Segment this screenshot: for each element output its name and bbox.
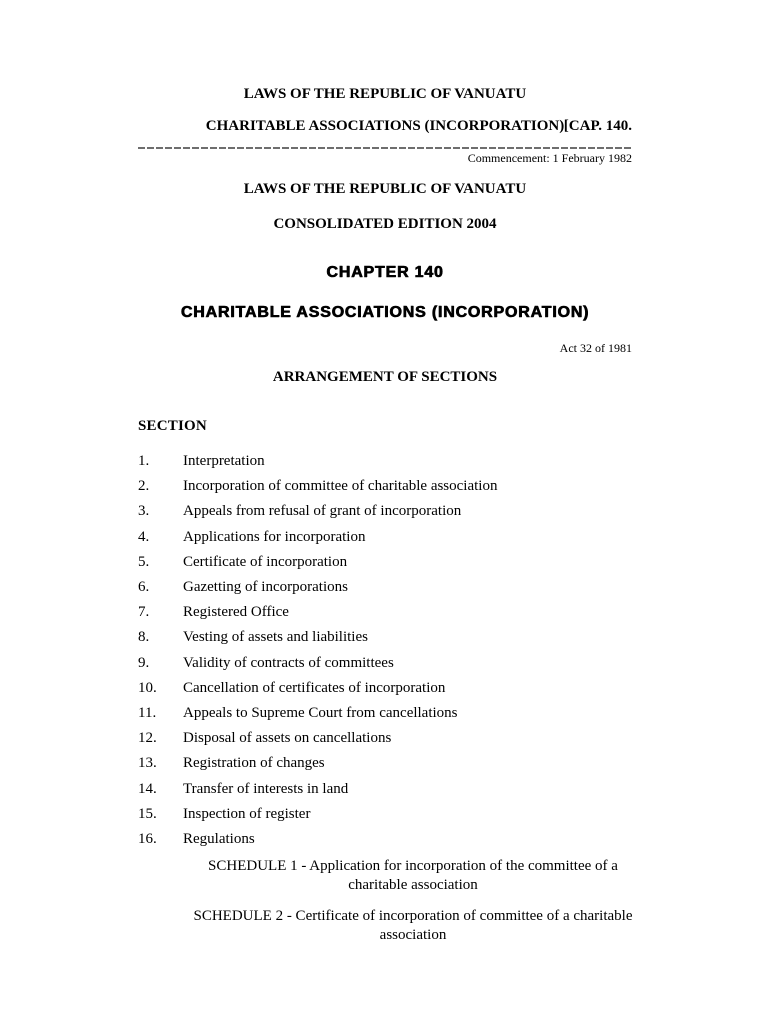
toc-item-number: 9. — [138, 654, 150, 671]
toc-item-title: Certificate of incorporation — [183, 553, 348, 570]
chapter-heading: CHAPTER 140 — [326, 264, 444, 281]
toc-item-title: Incorporation of committee of charitable association — [183, 478, 498, 495]
toc-item-number: 16. — [138, 831, 157, 848]
act-reference: Act 32 of 1981 — [559, 341, 632, 355]
toc-item — [138, 625, 632, 650]
toc-item-title: Transfer of interests in land — [183, 780, 349, 797]
toc-item-title: Regulations — [183, 831, 255, 848]
toc-item-number: 8. — [138, 629, 150, 646]
table-of-contents — [138, 449, 632, 852]
toc-item — [138, 651, 632, 676]
toc-item-title: Appeals to Supreme Court from cancellations — [183, 705, 458, 722]
toc-item-number: 4. — [138, 528, 150, 545]
section-label: SECTION — [138, 418, 207, 434]
edition-title: CONSOLIDATED EDITION 2004 — [273, 216, 497, 232]
toc-item-number: 2. — [138, 478, 150, 495]
toc-item — [138, 726, 632, 751]
schedule-entry: SCHEDULE 2 - Certificate of incorporation of committee of a charitable association — [193, 908, 633, 943]
toc-item — [138, 802, 632, 827]
toc-item — [138, 676, 632, 701]
toc-item-number: 13. — [138, 755, 157, 772]
toc-item — [138, 827, 632, 852]
toc-item-title: Gazetting of incorporations — [183, 579, 348, 596]
commencement-note: Commencement: 1 February 1982 — [467, 151, 632, 165]
toc-item — [138, 550, 632, 575]
toc-item-number: 3. — [138, 503, 150, 520]
toc-item — [138, 499, 632, 524]
toc-item-number: 10. — [138, 679, 157, 696]
toc-item-title: Cancellation of certificates of incorporation — [183, 679, 446, 696]
toc-item — [138, 474, 632, 499]
chapter-title: CHARITABLE ASSOCIATIONS (INCORPORATION) — [180, 304, 590, 321]
schedule-entry: SCHEDULE 1 - Application for incorporation of the committee of a charitable association — [208, 858, 618, 893]
toc-item-title: Disposal of assets on cancellations — [183, 730, 392, 747]
toc-item-number: 6. — [138, 579, 150, 596]
toc-item-number: 11. — [138, 705, 157, 722]
toc-item-number: 7. — [138, 604, 150, 621]
header-jurisdiction: LAWS OF THE REPUBLIC OF VANUATU — [243, 86, 527, 102]
toc-item-title: Validity of contracts of committees — [183, 654, 394, 671]
toc-item-number: 12. — [138, 730, 157, 747]
toc-item-number: 5. — [138, 553, 150, 570]
toc-item — [138, 575, 632, 600]
header-title: CHARITABLE ASSOCIATIONS (INCORPORATION) — [205, 118, 565, 134]
toc-item-title: Vesting of assets and liabilities — [183, 629, 368, 646]
toc-item-title: Applications for incorporation — [183, 528, 366, 545]
header-cap-reference: [CAP. 140. — [563, 118, 632, 134]
toc-item-title: Inspection of register — [183, 805, 311, 822]
schedule-list — [138, 857, 632, 944]
toc-item — [138, 600, 632, 625]
toc-item-title: Interpretation — [183, 453, 265, 469]
toc-item-number: 1. — [138, 453, 150, 469]
toc-item-title: Appeals from refusal of grant of incorporation — [183, 503, 462, 520]
title-jurisdiction: LAWS OF THE REPUBLIC OF VANUATU — [243, 181, 527, 197]
toc-item — [138, 751, 632, 776]
toc-item-title: Registered Office — [183, 604, 289, 621]
toc-item — [138, 525, 632, 550]
toc-item — [138, 701, 632, 726]
toc-item-title: Registration of changes — [183, 755, 325, 772]
toc-item-number: 15. — [138, 805, 157, 822]
header-title-row — [138, 118, 632, 135]
toc-item — [138, 449, 632, 474]
header-rule — [138, 147, 632, 149]
arrangement-heading: ARRANGEMENT OF SECTIONS — [272, 369, 498, 385]
toc-item-number: 14. — [138, 780, 157, 797]
toc-item — [138, 777, 632, 802]
